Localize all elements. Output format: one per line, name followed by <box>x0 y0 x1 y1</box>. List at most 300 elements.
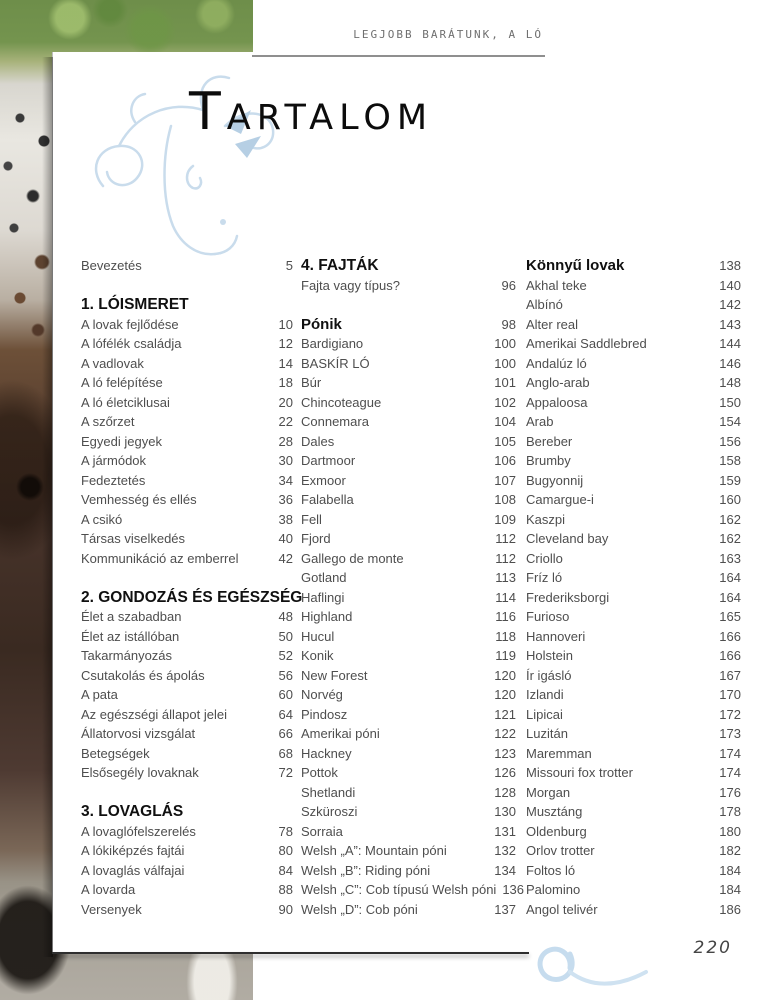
toc-entry-page: 128 <box>494 784 516 800</box>
toc-entry-label: A lovak fejlődése <box>81 316 179 332</box>
toc-entry-label: 1. LÓISMERET <box>81 296 189 313</box>
toc-entry-page: 154 <box>719 414 741 429</box>
toc-entry <box>301 568 516 588</box>
toc-entry <box>81 354 293 374</box>
toc-entry-page: 131 <box>494 823 516 839</box>
toc-entry <box>301 549 516 569</box>
running-head: LEGJOBB BARÁTUNK, A LÓ <box>353 28 543 41</box>
toc-entry-page: 101 <box>494 375 516 390</box>
toc-entry <box>526 841 741 861</box>
toc-entry-page: 100 <box>494 336 516 351</box>
toc-entry-page: 140 <box>719 277 741 293</box>
toc-entry-label: Oldenburg <box>526 823 587 839</box>
toc-entry-label: Amerikai póni <box>301 726 380 741</box>
toc-entry-label: Welsh „A”: Mountain póni <box>301 843 447 858</box>
toc-entry-page: 98 <box>501 316 516 332</box>
toc-entry-page: 136 <box>502 882 525 897</box>
toc-entry-page: 120 <box>494 687 516 702</box>
toc-entry-page: 130 <box>494 804 516 819</box>
toc-entry-label: Lipicai <box>526 706 563 722</box>
toc-entry <box>81 393 293 413</box>
toc-entry-label: Kaszpi <box>526 511 566 527</box>
toc-entry <box>526 276 741 296</box>
toc-entry-page: 164 <box>719 570 741 585</box>
toc-entry-page: 28 <box>278 433 293 449</box>
toc-entry-page: 166 <box>719 628 741 644</box>
toc-entry-label: Morgan <box>526 784 571 800</box>
toc-entry <box>526 490 741 510</box>
toc-entry <box>301 412 516 432</box>
toc-entry <box>81 432 293 452</box>
toc-entry-label: Missouri fox trotter <box>526 765 633 780</box>
toc-entry-page: 158 <box>719 453 741 468</box>
toc-entry-page: 176 <box>719 784 741 800</box>
toc-entry-page: 137 <box>494 901 516 917</box>
toc-entry-page: 132 <box>494 843 516 858</box>
toc-entry-label: Appaloosa <box>526 394 588 410</box>
toc-entry-label: Állatorvosi vizsgálat <box>81 726 196 741</box>
toc-entry <box>81 900 293 920</box>
toc-entry-label: BASKÍR LÓ <box>301 355 370 371</box>
toc-entry <box>301 588 516 608</box>
toc-entry-label: Vemhesség és ellés <box>81 492 197 507</box>
toc-entry-page: 156 <box>719 433 741 449</box>
toc-entry-page: 159 <box>719 472 741 488</box>
toc-entry <box>81 685 293 705</box>
toc-entry-label: Welsh „D”: Cob póni <box>301 901 418 917</box>
toc-entry-label: A csikó <box>81 511 123 527</box>
toc-entry-label: Albínó <box>526 297 563 312</box>
toc-entry-label: Bugyonnij <box>526 472 584 488</box>
toc-entry-label: Gallego de monte <box>301 550 404 566</box>
toc-entry <box>81 373 293 393</box>
toc-column-1 <box>81 256 303 919</box>
toc-entry <box>301 783 516 803</box>
toc-entry-page: 144 <box>719 336 741 351</box>
toc-entry <box>81 861 293 881</box>
toc-entry-page: 143 <box>719 316 741 332</box>
toc-entry-label: Dales <box>301 433 335 449</box>
toc-entry-page: 64 <box>278 706 293 722</box>
toc-entry <box>81 627 293 647</box>
toc-entry-label: Haflingi <box>301 589 345 605</box>
toc-entry <box>301 276 516 296</box>
toc-entry-label: A pata <box>81 687 118 702</box>
toc-entry <box>526 627 741 647</box>
toc-entry <box>301 315 516 335</box>
toc-entry <box>526 763 741 783</box>
toc-entry-page: 167 <box>719 667 741 683</box>
toc-entry <box>81 588 303 608</box>
toc-entry-page: 72 <box>278 765 293 780</box>
toc-entry <box>81 880 293 900</box>
toc-entry-page: 36 <box>278 492 293 507</box>
toc-entry-page: 172 <box>719 706 741 722</box>
toc-entry <box>301 393 516 413</box>
toc-entry-label: Szküroszi <box>301 804 358 819</box>
toc-column-3 <box>526 256 741 919</box>
toc-gap <box>301 295 516 315</box>
toc-entry-label: Alter real <box>526 316 579 332</box>
toc-entry-label: Bevezetés <box>81 258 142 273</box>
toc-entry <box>526 510 741 530</box>
toc-entry <box>81 841 293 861</box>
toc-entry-page: 116 <box>495 609 516 624</box>
toc-entry <box>526 744 741 764</box>
toc-entry <box>301 646 516 666</box>
toc-entry <box>526 334 741 354</box>
toc-entry-label: A lovaglás válfajai <box>81 862 185 878</box>
toc-entry <box>81 666 293 686</box>
toc-entry <box>81 334 293 354</box>
toc-entry <box>301 822 516 842</box>
toc-entry <box>301 373 516 393</box>
toc-entry <box>81 822 293 842</box>
toc-entry-label: A lófélék családja <box>81 336 182 351</box>
toc-entry <box>526 549 741 569</box>
toc-entry <box>81 744 293 764</box>
toc-entry-label: Fell <box>301 511 322 527</box>
toc-entry-page: 52 <box>278 648 293 663</box>
toc-entry-page: 113 <box>495 570 516 585</box>
toc-entry-page: 164 <box>719 589 741 605</box>
toc-entry-label: A ló életciklusai <box>81 394 170 410</box>
toc-entry-label: Camargue-i <box>526 492 594 507</box>
toc-entry <box>81 471 293 491</box>
toc-entry-label: Orlov trotter <box>526 843 595 858</box>
toc-column-2 <box>301 256 525 919</box>
toc-entry-page: 14 <box>278 355 293 371</box>
toc-entry-page: 5 <box>285 258 293 273</box>
toc-entry-label: Az egészségi állapot jelei <box>81 706 227 722</box>
toc-entry-page: 88 <box>278 882 293 897</box>
toc-entry <box>81 490 293 510</box>
toc-entry <box>81 646 293 666</box>
toc-entry-label: Musztáng <box>526 804 583 819</box>
toc-entry-page: 38 <box>278 511 293 527</box>
toc-entry-label: Fríz ló <box>526 570 563 585</box>
toc-entry-label: Maremman <box>526 745 592 761</box>
toc-entry <box>526 412 741 432</box>
toc-entry <box>526 354 741 374</box>
toc-entry-page: 163 <box>719 550 741 566</box>
toc-entry-page: 114 <box>495 589 516 605</box>
toc-entry <box>81 724 293 744</box>
toc-entry <box>526 783 741 803</box>
toc-entry <box>526 705 741 725</box>
toc-entry-page: 108 <box>494 492 516 507</box>
toc-entry-label: Élet a szabadban <box>81 609 182 624</box>
toc-entry-label: Pindosz <box>301 706 348 722</box>
toc-entry-page: 148 <box>719 375 741 390</box>
toc-entry-page: 170 <box>719 687 741 702</box>
toc-entry-label: Csutakolás és ápolás <box>81 667 205 683</box>
toc-entry <box>301 802 516 822</box>
toc-entry-label: A szőrzet <box>81 414 135 429</box>
toc-entry <box>526 802 741 822</box>
toc-entry-page: 182 <box>719 843 741 858</box>
toc-entry-page: 162 <box>719 511 741 527</box>
toc-entry-label: Welsh „C”: Cob típusú Welsh póni <box>301 882 497 897</box>
toc-entry <box>301 451 516 471</box>
toc-entry-page: 22 <box>278 414 293 429</box>
toc-entry-page: 118 <box>495 628 516 644</box>
toc-entry <box>526 880 741 900</box>
toc-entry-label: Bereber <box>526 433 573 449</box>
toc-entry-page: 90 <box>278 901 293 917</box>
toc-entry-page: 184 <box>719 862 741 878</box>
toc-entry-page: 109 <box>494 511 516 527</box>
running-head-rule <box>252 55 545 57</box>
toc-entry <box>301 705 516 725</box>
toc-entry-label: Egyedi jegyek <box>81 433 162 449</box>
toc-entry-page: 18 <box>278 375 293 390</box>
toc-entry-page: 138 <box>719 258 741 273</box>
toc-entry <box>301 724 516 744</box>
toc-entry-label: Ír igásló <box>526 667 572 683</box>
toc-entry-label: Izlandi <box>526 687 564 702</box>
toc-entry-label: Luzitán <box>526 726 568 741</box>
toc-entry-label: Fedeztetés <box>81 472 146 488</box>
toc-entry <box>301 510 516 530</box>
toc-entry-page: 34 <box>278 472 293 488</box>
toc-entry <box>526 256 741 276</box>
toc-entry-label: Connemara <box>301 414 369 429</box>
toc-entry-label: Foltos ló <box>526 862 576 878</box>
toc-entry <box>301 471 516 491</box>
toc-entry-label: Kommunikáció az emberrel <box>81 550 239 566</box>
toc-entry-label: A lovaglófelszerelés <box>81 823 196 839</box>
toc-entry-page: 123 <box>494 745 516 761</box>
toc-entry-page: 60 <box>278 687 293 702</box>
toc-entry <box>526 529 741 549</box>
toc-entry-label: Criollo <box>526 550 563 566</box>
toc-entry-page: 96 <box>501 277 516 293</box>
toc-entry-page: 166 <box>719 648 741 663</box>
toc-entry-label: Norvég <box>301 687 343 702</box>
toc-entry-label: Élet az istállóban <box>81 628 180 644</box>
toc-entry-label: Pottok <box>301 765 338 780</box>
toc-entry-page: 142 <box>719 297 741 312</box>
toc-entry <box>301 763 516 783</box>
toc-entry-label: A ló felépítése <box>81 375 163 390</box>
toc-entry-page: 173 <box>719 726 741 741</box>
toc-entry-label: 2. GONDOZÁS ÉS EGÉSZSÉG <box>81 588 303 606</box>
toc-entry-label: Welsh „B”: Riding póni <box>301 862 431 878</box>
toc-entry-label: Pónik <box>301 315 342 333</box>
toc-entry-page: 84 <box>278 862 293 878</box>
toc-entry-label: Cleveland bay <box>526 531 609 546</box>
toc-entry <box>301 529 516 549</box>
toc-entry-label: Amerikai Saddlebred <box>526 336 647 351</box>
toc-entry-page: 174 <box>719 765 741 780</box>
toc-entry-page: 66 <box>278 726 293 741</box>
toc-entry-label: Konik <box>301 648 334 663</box>
toc-entry-page: 119 <box>495 648 516 663</box>
toc-entry-label: A lovarda <box>81 882 136 897</box>
toc-entry <box>301 627 516 647</box>
toc-entry <box>81 705 293 725</box>
toc-entry <box>526 471 741 491</box>
toc-entry <box>526 685 741 705</box>
toc-entry-label: Holstein <box>526 648 573 663</box>
toc-entry-page: 107 <box>494 472 516 488</box>
toc-entry-page: 48 <box>278 609 293 624</box>
toc-entry <box>301 334 516 354</box>
toc-page <box>52 52 782 952</box>
toc-entry-page: 150 <box>719 394 741 410</box>
toc-entry <box>301 685 516 705</box>
toc-entry <box>526 373 741 393</box>
toc-entry-label: Exmoor <box>301 472 346 488</box>
toc-entry-label: Társas viselkedés <box>81 531 186 546</box>
toc-entry-page: 162 <box>719 531 741 546</box>
toc-entry-label: Dartmoor <box>301 453 356 468</box>
toc-gap <box>81 276 293 296</box>
toc-entry-page: 186 <box>719 901 741 917</box>
toc-entry-label: Chincoteague <box>301 394 382 410</box>
toc-entry-page: 112 <box>495 550 516 566</box>
toc-entry <box>301 432 516 452</box>
toc-entry-page: 121 <box>494 706 516 722</box>
toc-entry-label: Furioso <box>526 609 570 624</box>
page-bottom-edge <box>52 952 529 954</box>
toc-entry <box>81 451 293 471</box>
toc-entry-label: Versenyek <box>81 901 142 917</box>
toc-entry <box>301 861 516 881</box>
toc-entry-page: 122 <box>494 726 516 741</box>
toc-entry <box>81 295 293 315</box>
toc-entry <box>526 393 741 413</box>
toc-entry-label: Hackney <box>301 745 352 761</box>
toc-entry <box>526 724 741 744</box>
toc-entry-label: Frederiksborgi <box>526 589 610 605</box>
toc-entry-label: Hannoveri <box>526 628 586 644</box>
toc-entry <box>301 666 516 686</box>
toc-entry-label: Andalúz ló <box>526 355 587 371</box>
toc-entry <box>526 607 741 627</box>
toc-entry-label: Akhal teke <box>526 277 587 293</box>
toc-entry-label: Gotland <box>301 570 347 585</box>
toc-entry-page: 42 <box>278 550 293 566</box>
toc-entry-page: 50 <box>278 628 293 644</box>
toc-entry <box>301 490 516 510</box>
toc-entry <box>81 607 293 627</box>
toc-entry <box>81 763 293 783</box>
toc-entry <box>526 295 741 315</box>
toc-entry-page: 134 <box>494 862 516 878</box>
toc-entry-label: Betegségek <box>81 745 150 761</box>
toc-entry-label: Highland <box>301 609 353 624</box>
toc-entry <box>81 549 293 569</box>
toc-entry <box>526 432 741 452</box>
toc-entry <box>526 568 741 588</box>
toc-entry-label: Bardigiano <box>301 336 364 351</box>
toc-entry-page: 10 <box>278 316 293 332</box>
toc-entry-page: 12 <box>278 336 293 351</box>
toc-entry <box>81 315 293 335</box>
toc-entry <box>301 900 516 920</box>
toc-entry <box>301 354 516 374</box>
toc-entry-label: Angol telivér <box>526 901 598 917</box>
toc-entry <box>526 588 741 608</box>
toc-entry-page: 102 <box>494 394 516 410</box>
toc-entry-page: 146 <box>719 355 741 371</box>
toc-entry-label: Elsősegély lovaknak <box>81 765 199 780</box>
toc-entry-label: Búr <box>301 375 322 390</box>
toc-entry <box>526 666 741 686</box>
toc-entry-label: Sorraia <box>301 823 343 839</box>
toc-entry-page: 80 <box>278 843 293 858</box>
toc-entry-page: 165 <box>719 609 741 624</box>
toc-entry-label: Shetlandi <box>301 784 356 800</box>
toc-entry <box>301 880 525 900</box>
toc-entry <box>301 841 516 861</box>
toc-entry <box>526 822 741 842</box>
page-title <box>189 84 433 141</box>
toc-entry-page: 178 <box>719 804 741 819</box>
toc-entry-label: Hucul <box>301 628 335 644</box>
toc-entry <box>81 802 293 822</box>
toc-entry-label: A jármódok <box>81 453 147 468</box>
toc-entry-label: Anglo-arab <box>526 375 590 390</box>
toc-entry <box>526 646 741 666</box>
page-title-rest: ARTALOM <box>226 98 434 138</box>
toc-entry-label: 4. FAJTÁK <box>301 257 379 274</box>
toc-entry-page: 100 <box>494 355 516 371</box>
toc-entry <box>81 510 293 530</box>
toc-entry <box>81 529 293 549</box>
toc-entry-page: 160 <box>719 492 741 507</box>
toc-entry-label: Fjord <box>301 531 331 546</box>
toc-entry-label: Könnyű lovak <box>526 257 625 274</box>
toc-entry-label: New Forest <box>301 667 368 683</box>
toc-entry-label: 3. LOVAGLÁS <box>81 803 184 820</box>
toc-entry-page: 78 <box>278 823 293 839</box>
toc-entry-page: 68 <box>278 745 293 761</box>
toc-entry-page: 174 <box>719 745 741 761</box>
toc-entry-page: 20 <box>278 394 293 410</box>
toc-entry-page: 106 <box>494 453 516 468</box>
toc-entry-label: A lókiképzés fajtái <box>81 843 185 858</box>
toc-entry-label: Palomino <box>526 882 581 897</box>
toc-entry <box>526 315 741 335</box>
toc-entry-label: Takarmányozás <box>81 648 173 663</box>
toc-entry <box>526 900 741 920</box>
toc-entry-page: 126 <box>494 765 516 780</box>
page-number: 220 <box>693 938 732 958</box>
toc-entry-label: Fajta vagy típus? <box>301 277 400 293</box>
toc-entry-page: 112 <box>495 531 516 546</box>
toc-entry <box>81 412 293 432</box>
toc-entry-label: Arab <box>526 414 554 429</box>
toc-entry <box>301 744 516 764</box>
toc-entry <box>301 607 516 627</box>
toc-entry <box>81 256 293 276</box>
toc-entry-page: 40 <box>278 531 293 546</box>
toc-entry-page: 56 <box>278 667 293 683</box>
toc-entry-label: Falabella <box>301 492 354 507</box>
toc-gap <box>81 568 293 588</box>
toc-entry-page: 30 <box>278 453 293 468</box>
toc-entry-label: A vadlovak <box>81 355 144 371</box>
toc-entry <box>526 861 741 881</box>
toc-gap <box>81 783 293 803</box>
wave-flourish-icon <box>534 940 649 995</box>
toc-entry-page: 104 <box>494 414 516 429</box>
page-title-initial: T <box>189 82 227 142</box>
toc-entry-page: 120 <box>494 667 516 683</box>
